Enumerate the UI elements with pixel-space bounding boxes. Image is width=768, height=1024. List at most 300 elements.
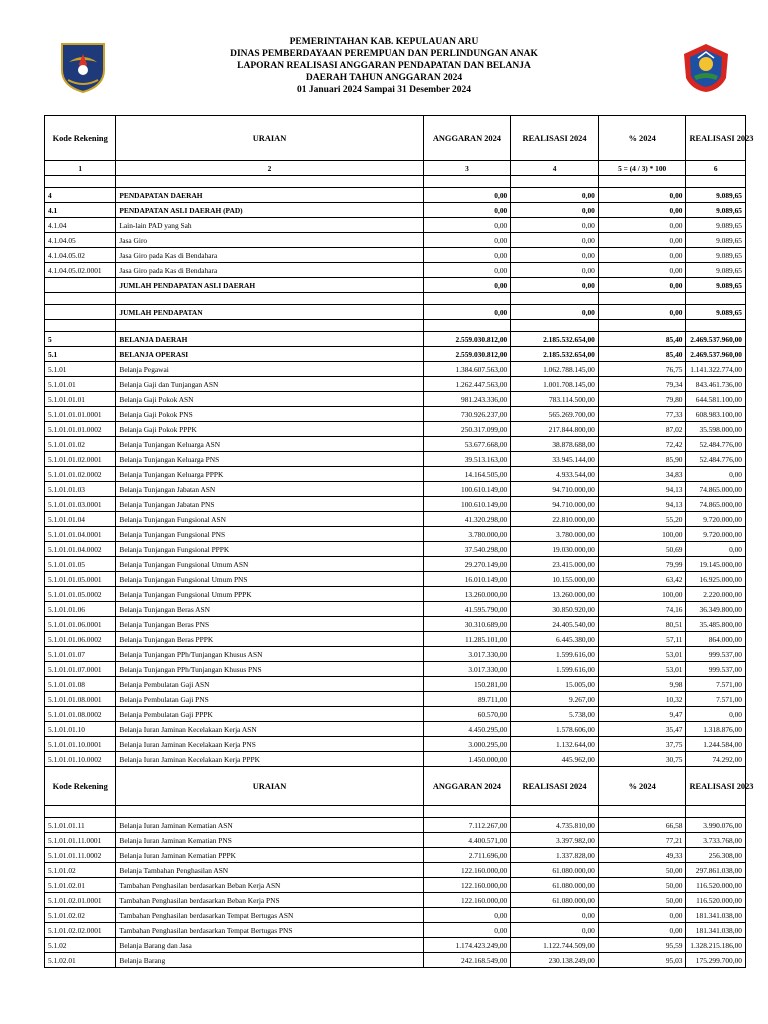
col-header-realisasi-prev: REALISASI 2023	[686, 116, 746, 161]
cell-uraian: Belanja Tunjangan Fungsional PNS	[116, 527, 423, 542]
cell-anggaran: 60.570,00	[423, 707, 511, 722]
cell-kode	[45, 278, 116, 293]
cell-uraian: Belanja Iuran Jaminan Kematian PNS	[116, 833, 423, 848]
cell-persen: 50,00	[598, 863, 686, 878]
cell-realisasi-prev: 9.089,65	[686, 188, 746, 203]
cell-anggaran: 41.320.298,00	[423, 512, 511, 527]
cell-realisasi: 5.738,00	[511, 707, 599, 722]
col-header-persen: % 2024	[598, 116, 686, 161]
cell-realisasi: 1.337.828,00	[511, 848, 599, 863]
cell-uraian: Belanja Gaji Pokok ASN	[116, 392, 423, 407]
table-row	[45, 557, 746, 572]
empty-cell	[116, 320, 423, 332]
cell-anggaran: 0,00	[423, 908, 511, 923]
empty-cell	[116, 806, 423, 818]
cell-realisasi-prev: 2.469.537.960,00	[686, 332, 746, 347]
cell-persen: 95,03	[598, 953, 686, 968]
cell-realisasi: 2.185.532.654,00	[511, 347, 599, 362]
cell-anggaran: 100.610.149,00	[423, 497, 511, 512]
cell-persen: 79,34	[598, 377, 686, 392]
table-row	[45, 392, 746, 407]
cell-realisasi: 445.962,00	[511, 752, 599, 767]
cell-realisasi: 94.710.000,00	[511, 482, 599, 497]
cell-persen: 30,75	[598, 752, 686, 767]
cell-persen: 50,69	[598, 542, 686, 557]
cell-uraian: Tambahan Penghasilan berdasarkan Beban Kerja PNS	[116, 893, 423, 908]
cell-uraian: JUMLAH PENDAPATAN	[116, 305, 423, 320]
cell-anggaran: 981.243.336,00	[423, 392, 511, 407]
table-row	[45, 542, 746, 557]
cell-realisasi: 1.132.644,00	[511, 737, 599, 752]
col-header-realisasi: REALISASI 2024	[511, 767, 599, 806]
cell-realisasi: 0,00	[511, 203, 599, 218]
cell-persen: 0,00	[598, 278, 686, 293]
cell-kode: 5.1.01.01.06.0001	[45, 617, 116, 632]
cell-anggaran: 4.400.571,00	[423, 833, 511, 848]
col-header-kode: Kode Rekening	[45, 116, 116, 161]
cell-kode: 5.1.01.01.06	[45, 602, 116, 617]
cell-anggaran: 0,00	[423, 203, 511, 218]
cell-anggaran: 39.513.163,00	[423, 452, 511, 467]
cell-persen: 79,80	[598, 392, 686, 407]
table-row	[45, 647, 746, 662]
cell-uraian: Belanja Tunjangan Fungsional ASN	[116, 512, 423, 527]
cell-uraian: Belanja Tunjangan Jabatan ASN	[116, 482, 423, 497]
cell-persen: 85,40	[598, 347, 686, 362]
table-row	[45, 512, 746, 527]
cell-persen: 80,51	[598, 617, 686, 632]
table-header-row-repeat	[45, 767, 746, 806]
cell-realisasi-prev: 52.484.776,00	[686, 452, 746, 467]
cell-realisasi-prev: 36.349.800,00	[686, 602, 746, 617]
cell-realisasi-prev: 3.990.076,00	[686, 818, 746, 833]
col-index: 5 = (4 / 3) * 100	[598, 161, 686, 176]
cell-persen: 50,00	[598, 878, 686, 893]
cell-anggaran: 3.000.295,00	[423, 737, 511, 752]
empty-cell	[598, 320, 686, 332]
table-row	[45, 218, 746, 233]
table-row	[45, 722, 746, 737]
cell-kode: 5.1.01.01.01.0001	[45, 407, 116, 422]
cell-anggaran: 1.174.423.249,00	[423, 938, 511, 953]
cell-uraian: Belanja Pegawai	[116, 362, 423, 377]
cell-kode	[45, 305, 116, 320]
cell-realisasi: 2.185.532.654,00	[511, 332, 599, 347]
cell-realisasi-prev: 35.598.000,00	[686, 422, 746, 437]
cell-persen: 34,83	[598, 467, 686, 482]
cell-kode: 5.1.01.01.11.0002	[45, 848, 116, 863]
cell-kode: 5.1.01.01.03.0001	[45, 497, 116, 512]
cell-persen: 0,00	[598, 218, 686, 233]
cell-kode: 5.1.01.01.05.0001	[45, 572, 116, 587]
cell-realisasi-prev: 0,00	[686, 467, 746, 482]
empty-cell	[511, 320, 599, 332]
cell-anggaran: 53.677.668,00	[423, 437, 511, 452]
empty-cell	[686, 806, 746, 818]
cell-realisasi-prev: 52.484.776,00	[686, 437, 746, 452]
cell-uraian: Lain-lain PAD yang Sah	[116, 218, 423, 233]
cell-uraian: Belanja Pembulatan Gaji PNS	[116, 692, 423, 707]
empty-cell	[45, 806, 116, 818]
cell-realisasi: 4.735.810,00	[511, 818, 599, 833]
cell-uraian: Belanja Iuran Jaminan Kecelakaan Kerja ASN	[116, 722, 423, 737]
cell-realisasi-prev: 9.089,65	[686, 278, 746, 293]
table-row	[45, 737, 746, 752]
cell-persen: 0,00	[598, 188, 686, 203]
table-row	[45, 377, 746, 392]
cell-uraian: Belanja Tunjangan Beras PPPK	[116, 632, 423, 647]
cell-realisasi: 1.001.708.145,00	[511, 377, 599, 392]
empty-cell	[423, 293, 511, 305]
cell-realisasi: 61.080.000,00	[511, 893, 599, 908]
cell-persen: 77,21	[598, 833, 686, 848]
cell-kode: 5	[45, 332, 116, 347]
cell-kode: 5.1.01.01.02.0002	[45, 467, 116, 482]
cell-anggaran: 122.160.000,00	[423, 878, 511, 893]
cell-realisasi-prev: 16.925.000,00	[686, 572, 746, 587]
cell-kode: 5.1.01.01.02.0001	[45, 452, 116, 467]
col-header-realisasi: REALISASI 2024	[511, 116, 599, 161]
cell-uraian: Jasa Giro	[116, 233, 423, 248]
cell-kode: 5.1	[45, 347, 116, 362]
cell-realisasi: 3.780.000,00	[511, 527, 599, 542]
cell-realisasi: 61.080.000,00	[511, 863, 599, 878]
cell-anggaran: 150.281,00	[423, 677, 511, 692]
cell-realisasi-prev: 843.461.736,00	[686, 377, 746, 392]
cell-realisasi: 0,00	[511, 278, 599, 293]
cell-uraian: JUMLAH PENDAPATAN ASLI DAERAH	[116, 278, 423, 293]
cell-anggaran: 89.711,00	[423, 692, 511, 707]
cell-realisasi-prev: 9.720.000,00	[686, 512, 746, 527]
cell-persen: 37,75	[598, 737, 686, 752]
cell-anggaran: 0,00	[423, 278, 511, 293]
cell-realisasi: 217.844.800,00	[511, 422, 599, 437]
cell-persen: 95,59	[598, 938, 686, 953]
cell-persen: 57,11	[598, 632, 686, 647]
cell-realisasi: 0,00	[511, 908, 599, 923]
cell-uraian: Belanja Iuran Jaminan Kematian PPPK	[116, 848, 423, 863]
cell-persen: 0,00	[598, 263, 686, 278]
cell-realisasi-prev: 74.865.000,00	[686, 482, 746, 497]
cell-realisasi-prev: 35.485.800,00	[686, 617, 746, 632]
cell-kode: 5.1.01.01.04.0001	[45, 527, 116, 542]
cell-anggaran: 1.450.000,00	[423, 752, 511, 767]
cell-realisasi-prev: 9.720.000,00	[686, 527, 746, 542]
cell-persen: 100,00	[598, 587, 686, 602]
cell-kode: 5.1.01.01.06.0002	[45, 632, 116, 647]
cell-anggaran: 3.780.000,00	[423, 527, 511, 542]
cell-persen: 0,00	[598, 923, 686, 938]
cell-realisasi-prev: 1.318.876,00	[686, 722, 746, 737]
cell-kode: 4.1	[45, 203, 116, 218]
cell-realisasi-prev: 999.537,00	[686, 662, 746, 677]
empty-cell	[423, 320, 511, 332]
cell-anggaran: 4.450.295,00	[423, 722, 511, 737]
cell-anggaran: 0,00	[423, 233, 511, 248]
cell-kode: 5.1.01.01.10.0001	[45, 737, 116, 752]
table-row	[45, 863, 746, 878]
cell-uraian: Belanja Tunjangan Keluarga ASN	[116, 437, 423, 452]
empty-cell	[598, 293, 686, 305]
cell-realisasi-prev: 1.328.215.186,00	[686, 938, 746, 953]
cell-realisasi: 6.445.380,00	[511, 632, 599, 647]
cell-uraian: Tambahan Penghasilan berdasarkan Tempat Bertugas PNS	[116, 923, 423, 938]
table-row	[45, 482, 746, 497]
cell-uraian: Belanja Tunjangan Beras ASN	[116, 602, 423, 617]
cell-realisasi-prev: 74.865.000,00	[686, 497, 746, 512]
cell-anggaran: 1.262.447.563,00	[423, 377, 511, 392]
cell-realisasi: 15.005,00	[511, 677, 599, 692]
empty-cell	[116, 176, 423, 188]
empty-cell	[511, 806, 599, 818]
cell-realisasi-prev: 864.000,00	[686, 632, 746, 647]
cell-persen: 10,32	[598, 692, 686, 707]
cell-realisasi: 565.269.700,00	[511, 407, 599, 422]
cell-realisasi: 0,00	[511, 218, 599, 233]
cell-anggaran: 11.285.101,00	[423, 632, 511, 647]
table-row	[45, 452, 746, 467]
cell-anggaran: 0,00	[423, 263, 511, 278]
col-header-anggaran: ANGGARAN 2024	[423, 116, 511, 161]
table-row	[45, 407, 746, 422]
cell-kode: 5.1.01.01.11.0001	[45, 833, 116, 848]
cell-realisasi: 1.578.606,00	[511, 722, 599, 737]
cell-realisasi: 61.080.000,00	[511, 878, 599, 893]
col-header-anggaran: ANGGARAN 2024	[423, 767, 511, 806]
cell-anggaran: 41.595.790,00	[423, 602, 511, 617]
cell-kode: 5.1.01.02.02	[45, 908, 116, 923]
cell-realisasi: 0,00	[511, 923, 599, 938]
cell-persen: 50,00	[598, 893, 686, 908]
empty-cell	[598, 176, 686, 188]
cell-uraian: Belanja Iuran Jaminan Kecelakaan Kerja PPPK	[116, 752, 423, 767]
cell-realisasi: 1.599.616,00	[511, 662, 599, 677]
header-period: 01 Januari 2024 Sampai 31 Desember 2024	[297, 85, 471, 95]
cell-kode: 4.1.04.05	[45, 233, 116, 248]
table-row	[45, 953, 746, 968]
table-row	[45, 878, 746, 893]
cell-realisasi-prev: 181.341.038,00	[686, 908, 746, 923]
cell-realisasi-prev: 19.145.000,00	[686, 557, 746, 572]
cell-realisasi-prev: 608.983.100,00	[686, 407, 746, 422]
cell-uraian: Belanja Pembulatan Gaji ASN	[116, 677, 423, 692]
cell-uraian: BELANJA DAERAH	[116, 332, 423, 347]
cell-persen: 0,00	[598, 233, 686, 248]
cell-realisasi-prev: 116.520.000,00	[686, 893, 746, 908]
cell-realisasi: 1.599.616,00	[511, 647, 599, 662]
cell-realisasi: 230.138.249,00	[511, 953, 599, 968]
cell-uraian: Belanja Tunjangan Keluarga PNS	[116, 452, 423, 467]
cell-uraian: Jasa Giro pada Kas di Bendahara	[116, 263, 423, 278]
cell-uraian: Belanja Gaji Pokok PPPK	[116, 422, 423, 437]
cell-persen: 53,01	[598, 662, 686, 677]
table-row	[45, 305, 746, 320]
cell-kode: 5.1.01.01.03	[45, 482, 116, 497]
blank-row	[45, 293, 746, 305]
cell-kode: 5.1.02.01	[45, 953, 116, 968]
cell-realisasi: 23.415.000,00	[511, 557, 599, 572]
cell-kode: 5.1.01.01.07	[45, 647, 116, 662]
cell-persen: 0,00	[598, 203, 686, 218]
cell-persen: 94,13	[598, 497, 686, 512]
cell-uraian: PENDAPATAN ASLI DAERAH (PAD)	[116, 203, 423, 218]
table-row	[45, 848, 746, 863]
cell-anggaran: 14.164.505,00	[423, 467, 511, 482]
cell-anggaran: 0,00	[423, 248, 511, 263]
cell-kode: 5.1.01.01.05	[45, 557, 116, 572]
table-row	[45, 332, 746, 347]
col-header-uraian: URAIAN	[116, 767, 423, 806]
cell-realisasi-prev: 74.292,00	[686, 752, 746, 767]
cell-realisasi-prev: 7.571,00	[686, 677, 746, 692]
cell-persen: 63,42	[598, 572, 686, 587]
cell-realisasi-prev: 116.520.000,00	[686, 878, 746, 893]
cell-anggaran: 3.017.330,00	[423, 662, 511, 677]
cell-realisasi-prev: 0,00	[686, 707, 746, 722]
cell-realisasi-prev: 9.089,65	[686, 203, 746, 218]
empty-cell	[686, 293, 746, 305]
cell-kode: 5.1.01.01.10	[45, 722, 116, 737]
cell-uraian: Belanja Tunjangan Keluarga PPPK	[116, 467, 423, 482]
cell-uraian: Belanja Tunjangan Fungsional Umum PNS	[116, 572, 423, 587]
cell-kode: 5.1.01.02.02.0001	[45, 923, 116, 938]
cell-anggaran: 2.711.696,00	[423, 848, 511, 863]
column-index-row	[45, 161, 746, 176]
empty-cell	[45, 320, 116, 332]
cell-realisasi: 94.710.000,00	[511, 497, 599, 512]
cell-uraian: Jasa Giro pada Kas di Bendahara	[116, 248, 423, 263]
cell-realisasi: 0,00	[511, 248, 599, 263]
cell-kode: 5.1.01.01.01.0002	[45, 422, 116, 437]
cell-kode: 5.1.01	[45, 362, 116, 377]
cell-realisasi: 38.878.688,00	[511, 437, 599, 452]
cell-realisasi: 30.850.920,00	[511, 602, 599, 617]
table-row	[45, 662, 746, 677]
cell-kode: 4.1.04.05.02	[45, 248, 116, 263]
cell-kode: 5.1.01.01.05.0002	[45, 587, 116, 602]
cell-anggaran: 250.317.099,00	[423, 422, 511, 437]
cell-realisasi-prev: 7.571,00	[686, 692, 746, 707]
cell-persen: 0,00	[598, 908, 686, 923]
cell-anggaran: 0,00	[423, 188, 511, 203]
cell-realisasi-prev: 256.308,00	[686, 848, 746, 863]
col-header-kode: Kode Rekening	[45, 767, 116, 806]
cell-realisasi: 783.114.500,00	[511, 392, 599, 407]
table-row	[45, 263, 746, 278]
cell-kode: 5.1.01.01.08	[45, 677, 116, 692]
header-report-title: LAPORAN REALISASI ANGGARAN PENDAPATAN DAN BELANJA	[237, 61, 531, 71]
cell-anggaran: 30.310.689,00	[423, 617, 511, 632]
cell-uraian: Belanja Tunjangan Jabatan PNS	[116, 497, 423, 512]
table-row	[45, 923, 746, 938]
table-header-row	[45, 116, 746, 161]
cell-persen: 77,33	[598, 407, 686, 422]
cell-uraian: Belanja Iuran Jaminan Kematian ASN	[116, 818, 423, 833]
table-row	[45, 752, 746, 767]
cell-uraian: Belanja Tunjangan PPh/Tunjangan Khusus ASN	[116, 647, 423, 662]
cell-uraian: Belanja Gaji Pokok PNS	[116, 407, 423, 422]
col-index: 3	[423, 161, 511, 176]
report-header	[0, 36, 768, 96]
cell-persen: 85,90	[598, 452, 686, 467]
empty-cell	[511, 293, 599, 305]
table-row	[45, 893, 746, 908]
table-row	[45, 572, 746, 587]
cell-persen: 9,98	[598, 677, 686, 692]
cell-anggaran: 37.540.298,00	[423, 542, 511, 557]
cell-persen: 35,47	[598, 722, 686, 737]
table-row	[45, 908, 746, 923]
cell-persen: 76,75	[598, 362, 686, 377]
table-row	[45, 203, 746, 218]
cell-persen: 66,58	[598, 818, 686, 833]
cell-realisasi: 10.155.000,00	[511, 572, 599, 587]
cell-persen: 0,00	[598, 305, 686, 320]
cell-persen: 87,02	[598, 422, 686, 437]
cell-realisasi: 24.405.540,00	[511, 617, 599, 632]
cell-anggaran: 0,00	[423, 305, 511, 320]
table-row	[45, 527, 746, 542]
cell-realisasi-prev: 2.469.537.960,00	[686, 347, 746, 362]
cell-persen: 94,13	[598, 482, 686, 497]
empty-cell	[598, 806, 686, 818]
cell-realisasi-prev: 2.220.000,00	[686, 587, 746, 602]
cell-realisasi-prev: 181.341.038,00	[686, 923, 746, 938]
table-row	[45, 677, 746, 692]
cell-realisasi-prev: 3.733.768,00	[686, 833, 746, 848]
cell-anggaran: 3.017.330,00	[423, 647, 511, 662]
table-row	[45, 437, 746, 452]
table-row	[45, 587, 746, 602]
table-row	[45, 632, 746, 647]
cell-realisasi: 0,00	[511, 233, 599, 248]
cell-anggaran: 7.112.267,00	[423, 818, 511, 833]
cell-realisasi-prev: 1.141.322.774,00	[686, 362, 746, 377]
table-row	[45, 938, 746, 953]
empty-cell	[511, 176, 599, 188]
table-row	[45, 347, 746, 362]
cell-realisasi: 19.030.000,00	[511, 542, 599, 557]
table-row	[45, 362, 746, 377]
cell-kode: 5.1.01.01.10.0002	[45, 752, 116, 767]
cell-kode: 5.1.01.01.02	[45, 437, 116, 452]
cell-anggaran: 122.160.000,00	[423, 893, 511, 908]
cell-realisasi-prev: 9.089,65	[686, 218, 746, 233]
cell-anggaran: 16.010.149,00	[423, 572, 511, 587]
cell-kode: 4.1.04.05.02.0001	[45, 263, 116, 278]
cell-persen: 85,40	[598, 332, 686, 347]
cell-uraian: Belanja Tunjangan Fungsional Umum ASN	[116, 557, 423, 572]
col-header-persen: % 2024	[598, 767, 686, 806]
table-row	[45, 692, 746, 707]
cell-uraian: Belanja Pembulatan Gaji PPPK	[116, 707, 423, 722]
cell-anggaran: 1.384.607.563,00	[423, 362, 511, 377]
cell-uraian: Belanja Tunjangan PPh/Tunjangan Khusus PNS	[116, 662, 423, 677]
table-row	[45, 248, 746, 263]
table-row	[45, 278, 746, 293]
cell-anggaran: 29.270.149,00	[423, 557, 511, 572]
table-row	[45, 818, 746, 833]
cell-persen: 72,42	[598, 437, 686, 452]
header-government: PEMERINTAHAN KAB. KEPULAUAN ARU	[289, 37, 479, 47]
budget-realization-table	[44, 115, 754, 968]
table-row	[45, 602, 746, 617]
cell-realisasi-prev: 0,00	[686, 542, 746, 557]
cell-realisasi-prev: 644.581.100,00	[686, 392, 746, 407]
table-row	[45, 233, 746, 248]
cell-uraian: Tambahan Penghasilan berdasarkan Beban Kerja ASN	[116, 878, 423, 893]
cell-realisasi-prev: 9.089,65	[686, 305, 746, 320]
